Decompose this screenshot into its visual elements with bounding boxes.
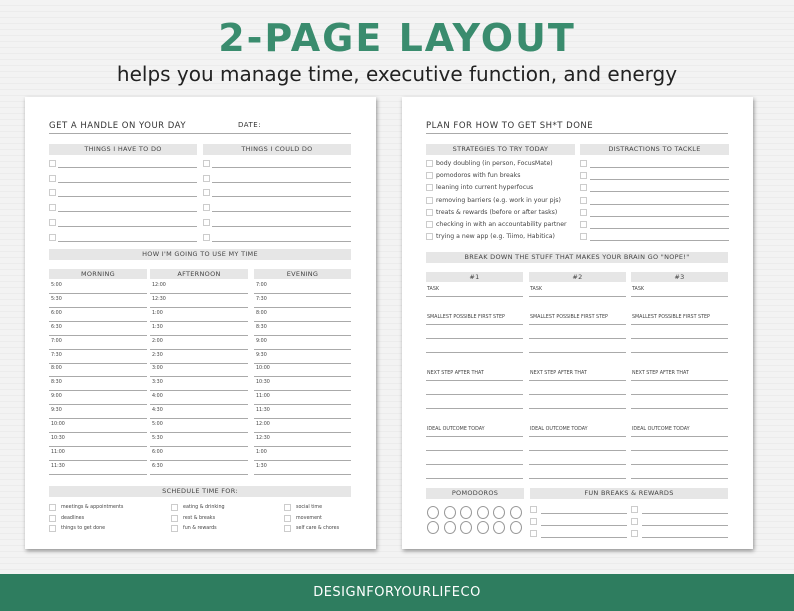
write-line[interactable] <box>631 408 728 409</box>
write-line[interactable] <box>529 296 626 297</box>
have-to-header: THINGS I HAVE TO DO <box>49 144 197 155</box>
write-line[interactable] <box>529 352 626 353</box>
time-slot-label: 1:30 <box>152 324 163 330</box>
pomodoros-header: POMODOROS <box>426 488 524 499</box>
write-line[interactable] <box>212 241 351 242</box>
tomato-icon[interactable] <box>427 506 439 519</box>
section-label: NEXT STEP AFTER THAT <box>427 371 484 376</box>
schedule-checkbox[interactable] <box>284 525 291 532</box>
time-slot-line[interactable] <box>150 349 248 350</box>
section-label: NEXT STEP AFTER THAT <box>530 371 587 376</box>
time-slot-line[interactable] <box>49 349 147 350</box>
strategy-item: pomodoros with fun breaks <box>436 172 521 180</box>
checkbox[interactable] <box>203 234 210 241</box>
write-line[interactable] <box>590 216 729 217</box>
time-slot-line[interactable] <box>150 432 248 433</box>
write-line[interactable] <box>58 226 197 227</box>
reward-checkbox[interactable] <box>530 530 537 537</box>
write-line[interactable] <box>631 380 728 381</box>
write-line[interactable] <box>529 380 626 381</box>
write-line[interactable] <box>426 380 523 381</box>
section-label: SMALLEST POSSIBLE FIRST STEP <box>632 315 710 320</box>
could-do-header: THINGS I COULD DO <box>203 144 351 155</box>
time-slot-line[interactable] <box>254 376 351 377</box>
section-label: SMALLEST POSSIBLE FIRST STEP <box>427 315 505 320</box>
time-slot-label: 1:30 <box>256 463 267 469</box>
tomato-icon[interactable] <box>444 521 456 534</box>
time-slot-label: 1:00 <box>152 310 163 316</box>
time-slot-line[interactable] <box>150 404 248 405</box>
checkbox[interactable] <box>203 160 210 167</box>
write-line[interactable] <box>631 324 728 325</box>
time-slot-line[interactable] <box>49 390 147 391</box>
time-slot-line[interactable] <box>49 321 147 322</box>
write-line[interactable] <box>212 226 351 227</box>
time-slot-label: 5:00 <box>51 283 62 288</box>
schedule-item: self care & chores <box>296 526 340 531</box>
time-slot-line[interactable] <box>254 404 351 405</box>
time-slot-label: 6:30 <box>152 463 163 469</box>
time-slot-label: 5:30 <box>152 435 163 441</box>
time-slot-line[interactable] <box>150 335 248 336</box>
distraction-checkbox[interactable] <box>580 233 587 240</box>
time-slot-label: 7:30 <box>51 352 62 358</box>
schedule-header: SCHEDULE TIME FOR: <box>49 486 351 497</box>
checkbox[interactable] <box>203 189 210 196</box>
page2-title: PLAN FOR HOW TO GET SH*T DONE <box>426 121 728 134</box>
time-slot-label: 5:30 <box>51 296 62 302</box>
distraction-checkbox[interactable] <box>580 209 587 216</box>
checkbox[interactable] <box>49 234 56 241</box>
time-slot-label: 5:00 <box>152 422 163 427</box>
checkbox[interactable] <box>49 175 56 182</box>
time-slot-line[interactable] <box>49 446 147 447</box>
strategy-checkbox[interactable] <box>426 233 433 240</box>
distraction-checkbox[interactable] <box>580 160 587 167</box>
write-line[interactable] <box>58 211 197 212</box>
write-line[interactable] <box>529 478 626 479</box>
time-slot-line[interactable] <box>254 474 351 475</box>
schedule-item: deadlines <box>61 515 85 521</box>
time-slot-label: 4:30 <box>152 408 163 414</box>
checkbox[interactable] <box>49 219 56 226</box>
write-line[interactable] <box>642 537 728 538</box>
time-slot-line[interactable] <box>150 363 248 364</box>
tomato-icon[interactable] <box>460 521 472 534</box>
write-line[interactable] <box>541 513 627 514</box>
time-column-header: EVENING <box>254 269 351 279</box>
date-label: DATE: <box>238 121 262 129</box>
write-line[interactable] <box>426 464 523 465</box>
distraction-checkbox[interactable] <box>580 197 587 204</box>
time-slot-label: 10:30 <box>256 380 270 386</box>
time-slot-line[interactable] <box>254 418 351 419</box>
time-slot-label: 6:00 <box>51 310 62 316</box>
main-title: 2-PAGE LAYOUT <box>218 16 576 60</box>
time-column-header: MORNING <box>49 269 147 279</box>
checkbox[interactable] <box>203 204 210 211</box>
time-slot-line[interactable] <box>150 418 248 419</box>
write-line[interactable] <box>58 241 197 242</box>
breakdown-column-header: #1 <box>426 272 523 282</box>
write-line[interactable] <box>426 394 523 395</box>
schedule-checkbox[interactable] <box>49 515 56 522</box>
checkbox[interactable] <box>203 175 210 182</box>
write-line[interactable] <box>58 182 197 183</box>
section-label: IDEAL OUTCOME TODAY <box>427 427 485 432</box>
breakdown-header: BREAK DOWN THE STUFF THAT MAKES YOUR BRAIN GO "NOPE!" <box>426 252 728 263</box>
time-slot-line[interactable] <box>254 293 351 294</box>
write-line[interactable] <box>426 352 523 353</box>
schedule-item: movement <box>296 515 322 521</box>
strategy-checkbox[interactable] <box>426 172 433 179</box>
breakdown-column-header: #3 <box>631 272 728 282</box>
strategy-checkbox[interactable] <box>426 160 433 167</box>
tomato-icon[interactable] <box>493 521 505 534</box>
write-line[interactable] <box>58 196 197 197</box>
checkbox[interactable] <box>203 219 210 226</box>
time-slot-label: 3:30 <box>152 380 163 386</box>
time-slot-label: 10:00 <box>51 422 65 427</box>
strategy-item: checking in with an accountability partner <box>436 221 567 228</box>
write-line[interactable] <box>590 191 729 192</box>
time-slot-label: 6:00 <box>152 449 163 455</box>
time-slot-line[interactable] <box>150 293 248 294</box>
schedule-checkbox[interactable] <box>284 515 291 522</box>
write-line[interactable] <box>590 204 729 205</box>
time-slot-line[interactable] <box>49 418 147 419</box>
schedule-item: eating & drinking <box>183 505 225 510</box>
time-slot-line[interactable] <box>254 363 351 364</box>
write-line[interactable] <box>426 478 523 479</box>
checkbox[interactable] <box>49 204 56 211</box>
time-slot-label: 7:00 <box>51 338 62 344</box>
section-label: SMALLEST POSSIBLE FIRST STEP <box>530 315 608 320</box>
schedule-item: things to get done <box>61 526 106 531</box>
section-label: IDEAL OUTCOME TODAY <box>530 427 588 432</box>
write-line[interactable] <box>426 408 523 409</box>
time-slot-line[interactable] <box>150 321 248 322</box>
write-line[interactable] <box>631 478 728 479</box>
tomato-icon[interactable] <box>460 506 472 519</box>
write-line[interactable] <box>426 324 523 325</box>
section-label: IDEAL OUTCOME TODAY <box>632 427 690 432</box>
schedule-checkbox[interactable] <box>171 504 178 511</box>
page1-title-text: GET A HANDLE ON YOUR DAY <box>49 121 187 131</box>
write-line[interactable] <box>590 240 729 241</box>
write-line[interactable] <box>631 352 728 353</box>
breakdown-column-header: #2 <box>529 272 626 282</box>
schedule-item: rest & breaks <box>183 515 216 521</box>
write-line[interactable] <box>212 182 351 183</box>
time-slot-label: 2:30 <box>152 352 163 358</box>
time-slot-line[interactable] <box>254 349 351 350</box>
time-slot-label: 2:00 <box>152 338 163 344</box>
time-slot-label: 11:00 <box>51 449 65 455</box>
distraction-checkbox[interactable] <box>580 184 587 191</box>
write-line[interactable] <box>541 525 627 526</box>
write-line[interactable] <box>529 324 626 325</box>
tomato-icon[interactable] <box>493 506 505 519</box>
strategies-header: STRATEGIES TO TRY TODAY <box>426 144 575 155</box>
strategy-item: trying a new app (e.g. Tiimo, Habitica) <box>436 233 555 241</box>
time-slot-line[interactable] <box>254 460 351 461</box>
section-label: TASK <box>427 287 440 292</box>
write-line[interactable] <box>529 338 626 339</box>
time-slot-label: 11:00 <box>256 394 270 400</box>
time-header: HOW I'M GOING TO USE MY TIME <box>49 249 351 260</box>
time-slot-line[interactable] <box>49 460 147 461</box>
time-slot-label: 9:00 <box>256 338 267 344</box>
time-slot-label: 7:00 <box>256 283 267 288</box>
write-line[interactable] <box>426 436 523 437</box>
write-line[interactable] <box>529 464 626 465</box>
strategy-item: leaning into current hyperfocus <box>436 184 534 192</box>
time-slot-line[interactable] <box>150 474 248 475</box>
write-line[interactable] <box>58 167 197 168</box>
reward-checkbox[interactable] <box>530 506 537 513</box>
time-slot-line[interactable] <box>254 390 351 391</box>
time-slot-line[interactable] <box>150 446 248 447</box>
strategy-checkbox[interactable] <box>426 184 433 191</box>
tomato-icon[interactable] <box>510 521 522 534</box>
schedule-checkbox[interactable] <box>284 504 291 511</box>
time-slot-line[interactable] <box>254 335 351 336</box>
strategy-item: treats & rewards (before or after tasks) <box>436 208 558 216</box>
write-line[interactable] <box>212 167 351 168</box>
write-line[interactable] <box>426 296 523 297</box>
write-line[interactable] <box>642 525 728 526</box>
write-line[interactable] <box>541 537 627 538</box>
brand-banner: DESIGNFORYOURLIFECO <box>0 574 794 611</box>
time-slot-line[interactable] <box>254 446 351 447</box>
schedule-checkbox[interactable] <box>49 504 56 511</box>
tomato-icon[interactable] <box>427 521 439 534</box>
time-slot-line[interactable] <box>254 321 351 322</box>
time-slot-line[interactable] <box>49 293 147 294</box>
time-slot-label: 12:00 <box>152 283 166 288</box>
time-slot-line[interactable] <box>254 307 351 308</box>
distraction-checkbox[interactable] <box>580 172 587 179</box>
write-line[interactable] <box>529 394 626 395</box>
write-line[interactable] <box>529 408 626 409</box>
time-slot-line[interactable] <box>150 460 248 461</box>
fun-breaks-header: FUN BREAKS & REWARDS <box>530 488 728 499</box>
section-label: TASK <box>632 287 645 292</box>
section-label: TASK <box>530 287 543 292</box>
strategy-checkbox[interactable] <box>426 221 433 228</box>
schedule-checkbox[interactable] <box>49 525 56 532</box>
time-slot-label: 3:00 <box>152 366 163 372</box>
time-slot-line[interactable] <box>254 432 351 433</box>
page1-title <box>49 121 351 134</box>
write-line[interactable] <box>212 211 351 212</box>
write-line[interactable] <box>631 436 728 437</box>
time-slot-line[interactable] <box>49 307 147 308</box>
time-slot-label: 8:00 <box>256 310 267 316</box>
tomato-icon[interactable] <box>510 506 522 519</box>
schedule-checkbox[interactable] <box>171 515 178 522</box>
time-slot-line[interactable] <box>150 307 248 308</box>
reward-checkbox[interactable] <box>631 530 638 537</box>
strategy-item: body doubling (in person, FocusMate) <box>436 160 553 167</box>
schedule-checkbox[interactable] <box>171 525 178 532</box>
time-slot-line[interactable] <box>49 363 147 364</box>
distractions-header: DISTRACTIONS TO TACKLE <box>580 144 729 155</box>
write-line[interactable] <box>212 196 351 197</box>
write-line[interactable] <box>590 179 729 180</box>
write-line[interactable] <box>590 167 729 168</box>
time-slot-line[interactable] <box>49 474 147 475</box>
reward-checkbox[interactable] <box>631 506 638 513</box>
write-line[interactable] <box>590 228 729 229</box>
time-slot-label: 12:30 <box>152 296 166 302</box>
write-line[interactable] <box>631 450 728 451</box>
write-line[interactable] <box>529 450 626 451</box>
strategy-checkbox[interactable] <box>426 209 433 216</box>
time-slot-label: 8:30 <box>256 324 267 330</box>
schedule-item: social time <box>296 505 323 510</box>
time-slot-label: 9:30 <box>256 352 267 358</box>
time-slot-line[interactable] <box>49 376 147 377</box>
time-slot-line[interactable] <box>150 390 248 391</box>
write-line[interactable] <box>426 338 523 339</box>
time-slot-line[interactable] <box>49 404 147 405</box>
time-slot-label: 11:30 <box>256 408 270 414</box>
distraction-checkbox[interactable] <box>580 221 587 228</box>
time-slot-label: 10:30 <box>51 435 65 441</box>
time-slot-label: 4:00 <box>152 394 163 400</box>
write-line[interactable] <box>642 513 728 514</box>
write-line[interactable] <box>631 338 728 339</box>
reward-checkbox[interactable] <box>530 518 537 525</box>
time-slot-label: 10:00 <box>256 366 270 372</box>
tomato-icon[interactable] <box>444 506 456 519</box>
tomato-icon[interactable] <box>477 521 489 534</box>
schedule-item: fun & rewards <box>183 526 217 531</box>
tomato-icon[interactable] <box>477 506 489 519</box>
page-daily-handle <box>25 97 376 549</box>
time-slot-label: 8:00 <box>51 366 62 372</box>
time-slot-label: 9:00 <box>51 394 62 400</box>
time-slot-label: 8:30 <box>51 380 62 386</box>
subtitle: helps you manage time, executive function, and energy <box>116 62 678 86</box>
time-column-header: AFTERNOON <box>150 269 248 279</box>
checkbox[interactable] <box>49 189 56 196</box>
reward-checkbox[interactable] <box>631 518 638 525</box>
time-slot-line[interactable] <box>49 335 147 336</box>
time-slot-line[interactable] <box>150 376 248 377</box>
section-label: NEXT STEP AFTER THAT <box>632 371 689 376</box>
schedule-item: meetings & appointments <box>61 505 124 510</box>
strategy-checkbox[interactable] <box>426 197 433 204</box>
write-line[interactable] <box>631 464 728 465</box>
time-slot-label: 9:30 <box>51 408 62 414</box>
write-line[interactable] <box>631 394 728 395</box>
checkbox[interactable] <box>49 160 56 167</box>
time-slot-label: 11:30 <box>51 463 65 469</box>
strategy-item: removing barriers (e.g. work in your pjs) <box>436 196 561 204</box>
write-line[interactable] <box>631 296 728 297</box>
time-slot-label: 12:00 <box>256 422 270 427</box>
time-slot-line[interactable] <box>49 432 147 433</box>
time-slot-label: 7:30 <box>256 296 267 302</box>
write-line[interactable] <box>426 450 523 451</box>
time-slot-label: 12:30 <box>256 435 270 441</box>
time-slot-label: 1:00 <box>256 449 267 455</box>
page-plan <box>402 97 753 549</box>
time-slot-label: 6:30 <box>51 324 62 330</box>
write-line[interactable] <box>529 436 626 437</box>
